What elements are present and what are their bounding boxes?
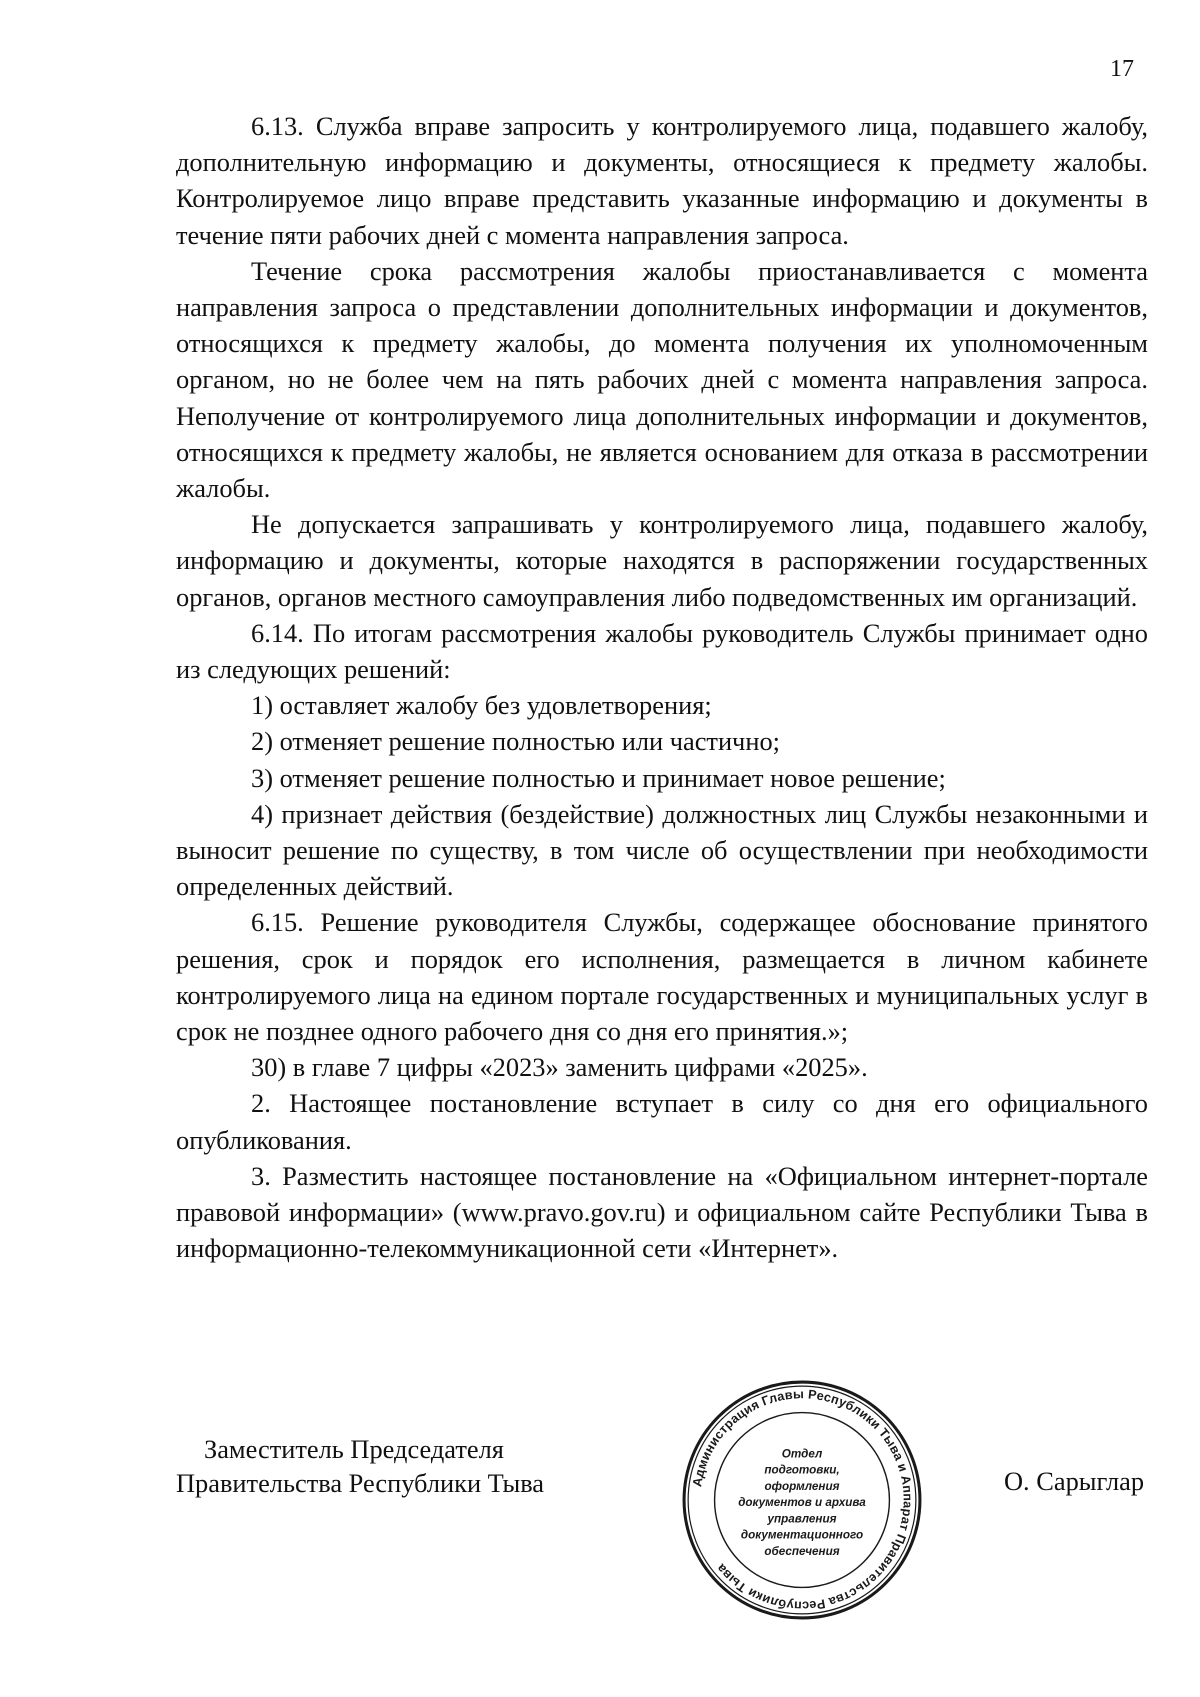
seal-center-line: документационного <box>740 1528 864 1542</box>
seal-ring-text: Администрация Главы Республики Тыва и Аппарат Правительства Республики Тыва <box>690 1387 915 1613</box>
document-body <box>176 108 1148 1267</box>
list-item-1: 1) оставляет жалобу без удовлетворения; <box>251 690 712 721</box>
seal-center-line: управления <box>767 1512 837 1526</box>
paragraph-item-30: 30) в главе 7 цифры «2023» заменить цифрами «2025». <box>251 1052 868 1083</box>
signatory-name: О. Сарыглар <box>1004 1466 1145 1496</box>
seal-center-line: документов и архива <box>738 1496 866 1510</box>
seal-center-line: подготовки, <box>764 1463 840 1477</box>
seal-center-line: оформления <box>764 1479 840 1493</box>
list-item-3: 3) отменяет решение полностью и принимает новое решение; <box>251 762 946 793</box>
paragraph-effective: 2. Настоящее постановление вступает в силу со дня его официального опубликования. <box>176 1088 1148 1155</box>
official-seal <box>680 1378 924 1622</box>
paragraph-not-allowed: Не допускается запрашивать у контролируемого лица, подавшего жалобу, информацию и документы, которые находятся в распоряжении государственных органов, органов местного самоуправления либо подведомственных им организаций. <box>176 509 1148 612</box>
list-item-4: 4) признает действия (бездействие) должностных лиц Службы незаконными и выносит решение по существу, в том числе об осуществлении при необходимости определенных действий. <box>176 798 1148 902</box>
page-number: 17 <box>1110 56 1134 82</box>
paragraph-6-15: 6.15. Решение руководителя Службы, содержащее обоснование принятого решения, срок и порядок его исполнения, размещается в личном кабинете контролируемого лица на едином портале государственных и муниципальных услуг в срок не позднее одного рабочего дня со дня его принятия.»; <box>176 907 1148 1047</box>
seal-center-line: Отдел <box>781 1447 823 1461</box>
paragraph-publish: 3. Разместить настоящее постановление на «Официальном интернет-портале правовой информации» (www.pravo.gov.ru) и официальном сайте Республики Тыва в информационно-телекоммуникационной сети «Интернет». <box>176 1160 1148 1264</box>
signatory-position-line1: Заместитель Председателя <box>204 1434 504 1464</box>
signatory-position-line2: Правительства Республики Тыва <box>176 1468 545 1498</box>
paragraph-suspension: Течение срока рассмотрения жалобы приостанавливается с момента направления запроса о представлении дополнительных информации и документов, относящихся к предмету жалобы, до момента получения их уполномоченным органом, но не более чем на пять рабочих дней с момента направления запроса. Неполучение от контролируемого лица дополнительных информации и документов, относящихся к предмету жалобы, не является основанием для отказа в рассмотрении жалобы. <box>176 255 1148 504</box>
signature-block <box>176 1432 544 1500</box>
seal-center-line: обеспечения <box>764 1544 840 1558</box>
list-item-2: 2) отменяет решение полностью или частично; <box>251 726 780 757</box>
paragraph-6-13: 6.13. Служба вправе запросить у контролируемого лица, подавшего жалобу, дополнительную информацию и документы, относящиеся к предмету жалобы. Контролируемое лицо вправе представить указанные информацию и документы в течение пяти рабочих дней с момента направления запроса. <box>176 111 1148 250</box>
paragraph-6-14: 6.14. По итогам рассмотрения жалобы руководитель Службы принимает одно из следующих решений: <box>176 617 1148 685</box>
